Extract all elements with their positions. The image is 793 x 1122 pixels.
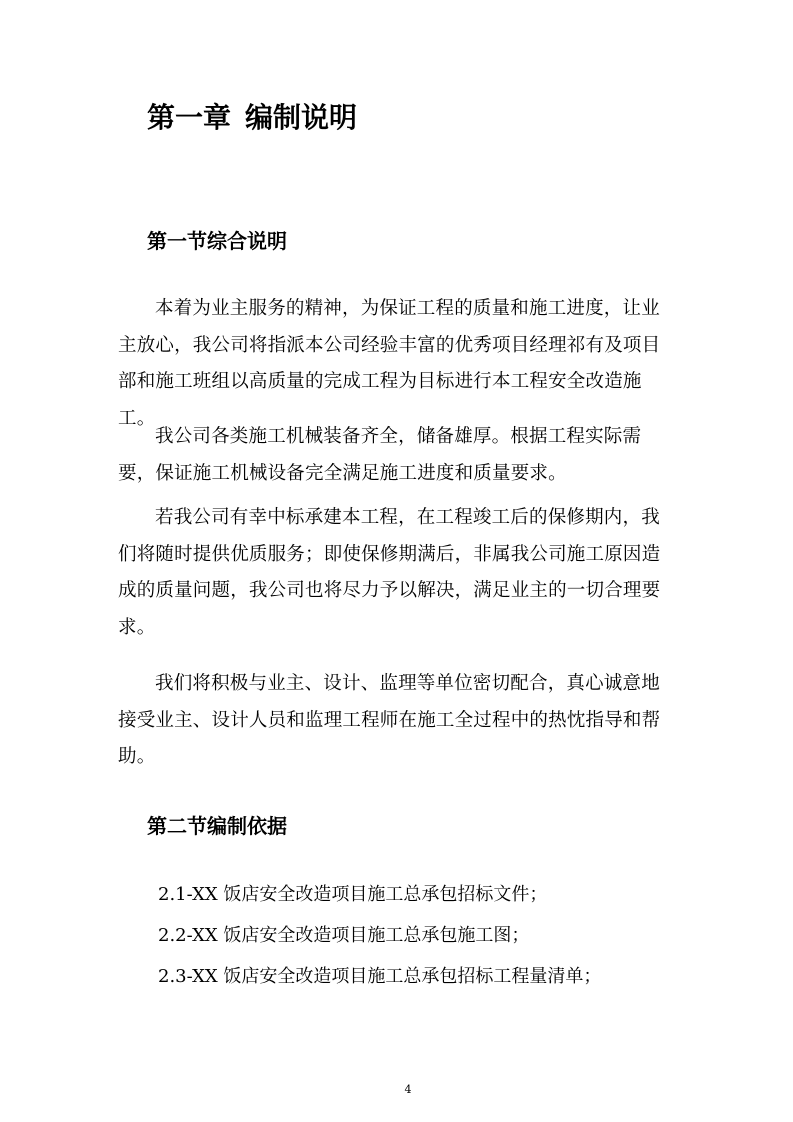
paragraph: 若我公司有幸中标承建本工程，在工程竣工后的保修期内，我们将随时提供优质服务；即使保修期满后，非属我公司施工原因造成的质量问题，我公司也将尽力予以解决，满足业主的一切合理要求。 [118, 507, 661, 638]
chapter-label: 第一章 [147, 101, 232, 134]
chapter-name: 编制说明 [245, 101, 358, 134]
paragraph: 我们将积极与业主、设计、监理等单位密切配合，真心诚意地接受业主、设计人员和监理工程师在施工全过程中的热忱指导和帮助。 [118, 673, 661, 767]
paragraph: 本着为业主服务的精神，为保证工程的质量和施工进度，让业主放心，我公司将指派本公司经验丰富的优秀项目经理祁有及项目部和施工班组以高质量的完成工程为目标进行本工程安全改造施工。 [118, 298, 661, 429]
section-heading-overview: 第一节综合说明 [147, 229, 287, 253]
basis-list-item: 2.2-XX 饭店安全改造项目施工总承包施工图； [158, 925, 530, 946]
page-number: 4 [404, 1083, 412, 1096]
basis-list-item: 2.1-XX 饭店安全改造项目施工总承包招标文件； [158, 884, 548, 905]
paragraph: 我公司各类施工机械装备齐全，储备雄厚。根据工程实际需要，保证施工机械设备完全满足施工进度和质量要求。 [118, 426, 642, 484]
section-heading-basis: 第二节编制依据 [147, 814, 287, 838]
chapter-title [147, 98, 357, 138]
basis-list-item: 2.3-XX 饭店安全改造项目施工总承包招标工程量清单； [158, 966, 602, 987]
